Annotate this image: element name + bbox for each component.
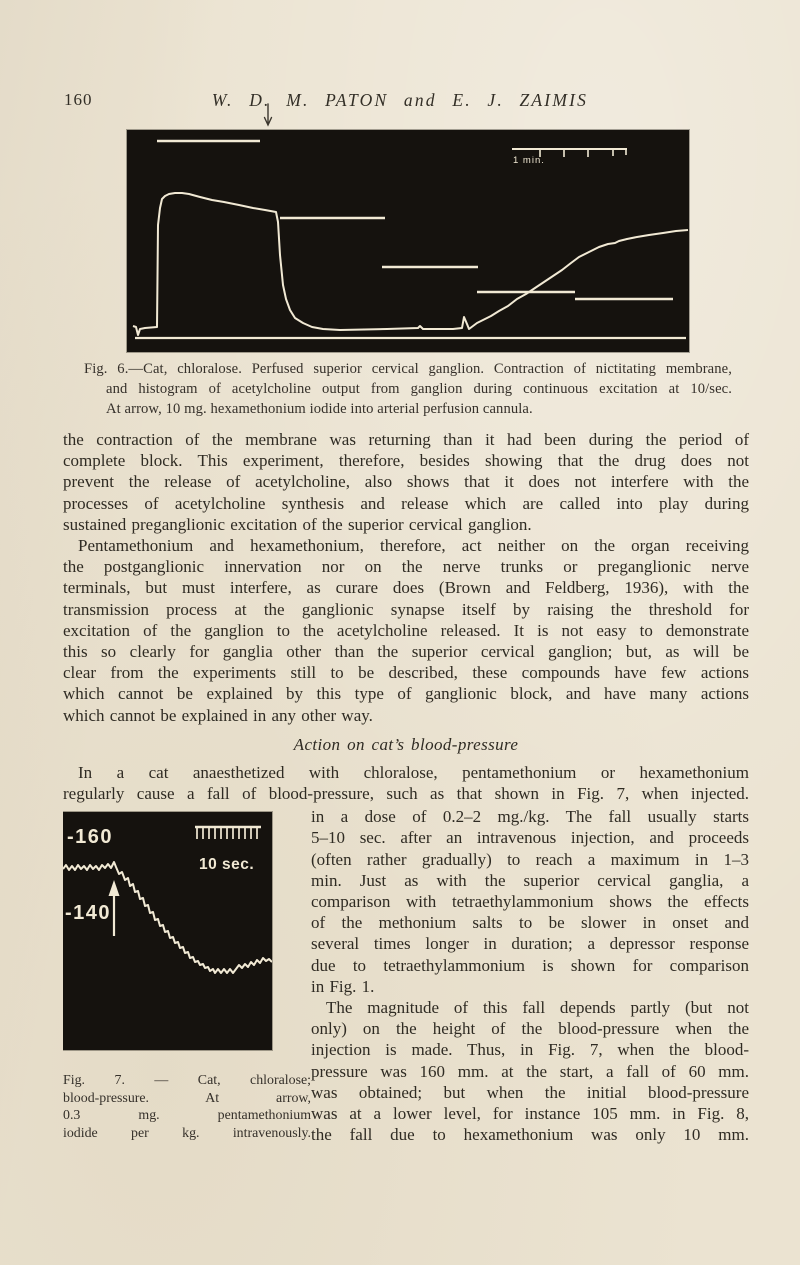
text-line: prevent the release of acetylcholine, also shows that it does not interfere with the: [63, 472, 749, 492]
text-line: the postganglionic innervation nor on the nerve trunks or preganglionic nerve: [63, 557, 749, 577]
figure-7-caption: [63, 1072, 311, 1142]
text-line: due to tetraethylammonium is shown for comparison: [311, 955, 749, 975]
text-line: pressure was 160 mm. at the start, a fall of 60 mm.: [311, 1061, 749, 1081]
text-line: In a cat anaesthetized with chloralose, pentamethonium or hexamethonium: [78, 762, 749, 782]
text-line: min. Just as with the superior cervical ganglia, a: [311, 870, 749, 890]
text-line: (often rather gradually) to reach a maximum in 1–3: [311, 849, 749, 869]
text-line: which cannot be explained by this type of ganglionic block, and have many actions: [63, 684, 749, 704]
text-line: Pentamethonium and hexamethonium, therefore, act neither on the organ receiving: [78, 536, 749, 556]
text-line: 5–10 sec. after an intravenous injection, and proceeds: [311, 828, 749, 848]
text-line: sustained preganglionic excitation of the superior cervical ganglion.: [63, 514, 532, 534]
fig7-pressure-label-140: -140: [65, 902, 112, 925]
text-line: regularly cause a fall of blood-pressure, such as that shown in Fig. 7, when injected.: [63, 784, 749, 804]
caption-line: and histogram of acetylcholine output from ganglion during continuous excitation at 10/sec.: [106, 381, 732, 397]
fig7-pressure-label-160: -160: [67, 826, 114, 849]
text-line: complete block. This experiment, therefore, besides showing that the drug does not: [63, 451, 749, 471]
figure-6-panel: [127, 130, 689, 352]
text-line: only) on the height of the blood-pressure when the: [311, 1019, 749, 1039]
text-line: injection is made. Thus, in Fig. 7, when the blood-: [311, 1040, 749, 1060]
text-line: clear from the experiments still to be described, these compounds have few actions: [63, 663, 749, 683]
paragraph-1: [63, 429, 749, 535]
text-line: terminals, but must interfere, as curare does (Brown and Feldberg, 1936), with the: [63, 578, 749, 598]
fig6-time-scale-label: 1 min.: [513, 155, 545, 166]
caption-line: 0.3 mg. pentamethonium: [63, 1108, 311, 1124]
text-line: was at a lower level, for instance 105 mm. in Fig. 8,: [311, 1104, 749, 1124]
paragraph-3: [63, 762, 749, 804]
fig7-time-scale-label: 10 sec.: [199, 856, 255, 874]
caption-line: iodide per kg. intravenously.: [63, 1126, 311, 1142]
running-head: [0, 90, 800, 112]
caption-line: Fig. 7. — Cat, chloralose;: [63, 1073, 311, 1089]
text-line: several times longer in duration; a depressor response: [311, 934, 749, 954]
section-heading: Action on cat’s blood-pressure: [293, 734, 519, 754]
text-line: in a dose of 0.2–2 mg./kg. The fall usually starts: [311, 807, 749, 827]
text-line: the fall due to hexamethonium was only 10 mm.: [311, 1125, 749, 1145]
text-line: excitation of the ganglion to the acetylcholine released. It is not easy to demonstrate: [63, 620, 749, 640]
figure-7-panel: [63, 812, 272, 1050]
text-line: in Fig. 1.: [311, 976, 375, 996]
text-line: the contraction of the membrane was returning than it had been during the period of: [63, 430, 749, 449]
caption-line: blood-pressure. At arrow,: [63, 1090, 311, 1106]
text-line: was obtained; but when the initial blood-pressure: [311, 1082, 749, 1102]
right-text-column: [311, 804, 749, 1145]
text-line: which cannot be explained in any other way.: [63, 705, 373, 725]
page-number: 160: [64, 90, 93, 109]
running-head-authors: W. D. M. PATON and E. J. ZAIMIS: [211, 90, 589, 110]
text-line: this so clearly for ganglia other than the superior cervical ganglion; but, as will be: [63, 642, 749, 662]
text-line: The magnitude of this fall depends partly (but not: [326, 998, 749, 1018]
text-line: comparison with tetraethylammonium shows the effects: [311, 892, 749, 912]
figure-6-caption: [84, 359, 732, 419]
paragraph-2: [63, 535, 749, 726]
fig6-membrane-trace: [133, 193, 688, 335]
text-line: transmission process at the ganglionic synapse itself by raising the threshold for: [63, 599, 749, 619]
text-line: processes of acetylcholine synthesis and release which are called into play during: [63, 493, 749, 513]
caption-line: Fig. 6.—Cat, chloralose. Perfused superior cervical ganglion. Contraction of nictitating membrane,: [84, 361, 732, 377]
text-line: of the methonium salts to be slower in onset and: [311, 913, 749, 933]
body-text-column: [63, 429, 749, 1146]
figure-7-float: [63, 812, 311, 1142]
caption-line: At arrow, 10 mg. hexamethonium iodide into arterial perfusion cannula.: [106, 401, 533, 417]
figure-7-block: [63, 804, 749, 1145]
